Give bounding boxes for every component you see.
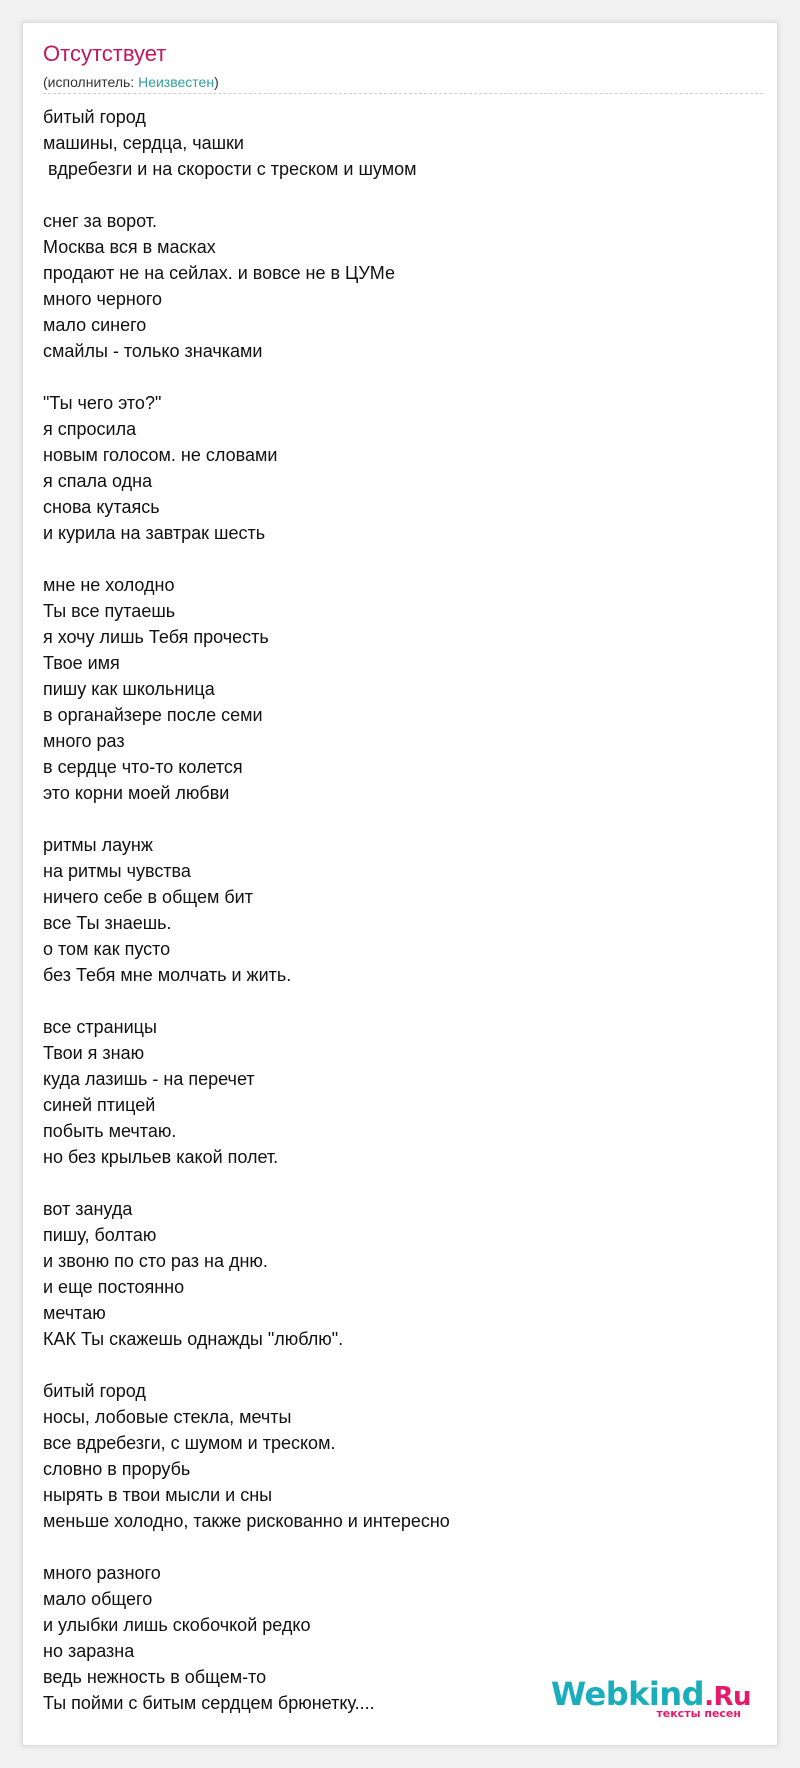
lyric-line: "Ты чего это?" <box>43 393 162 413</box>
lyric-line: машины, сердца, чашки <box>43 133 244 153</box>
stanza-gap <box>43 988 759 1014</box>
lyric-line: битый город <box>43 1381 146 1401</box>
stanza-gap <box>43 1352 759 1378</box>
lyric-line: Твое имя <box>43 653 120 673</box>
lyric-line: и еще постоянно <box>43 1277 185 1297</box>
lyrics-text <box>43 104 759 1716</box>
lyric-line: но без крыльев какой полет. <box>43 1147 279 1167</box>
artist-suffix: ) <box>214 74 219 90</box>
stanza-gap <box>43 1170 759 1196</box>
lyric-line: вот зануда <box>43 1199 133 1219</box>
lyric-line: снова кутаясь <box>43 497 160 517</box>
lyric-line: на ритмы чувства <box>43 861 191 881</box>
lyric-line: пишу как школьница <box>43 679 215 699</box>
lyric-line: вдребезги и на скорости с треском и шумом <box>43 159 417 179</box>
lyric-line: ведь нежность в общем-то <box>43 1667 267 1687</box>
lyric-line: в органайзере после семи <box>43 705 263 725</box>
lyric-line: мало синего <box>43 315 147 335</box>
lyric-line: Ты пойми с битым сердцем брюнетку.... <box>43 1693 375 1713</box>
lyric-line: словно в прорубь <box>43 1459 191 1479</box>
lyric-line: меньше холодно, также рискованно и интересно <box>43 1511 450 1531</box>
lyric-line: это корни моей любви <box>43 783 230 803</box>
lyric-line: мечтаю <box>43 1303 106 1323</box>
watermark-brand: Webkind <box>550 1675 705 1713</box>
lyric-line: синей птицей <box>43 1095 156 1115</box>
lyric-line: и улыбки лишь скобочкой редко <box>43 1615 311 1635</box>
lyric-line: все Ты знаешь. <box>43 913 172 933</box>
watermark-tld: .Ru <box>704 1682 751 1712</box>
stanza-gap <box>43 182 759 208</box>
lyric-line: снег за ворот. <box>43 211 158 231</box>
lyric-line: носы, лобовые стекла, мечты <box>43 1407 292 1427</box>
lyric-line: новым голосом. не словами <box>43 445 278 465</box>
lyric-line: но заразна <box>43 1641 135 1661</box>
lyric-line: нырять в твои мысли и сны <box>43 1485 273 1505</box>
lyric-line: я спала одна <box>43 471 153 491</box>
lyric-line: Москва вся в масках <box>43 237 216 257</box>
lyric-line: Твои я знаю <box>43 1043 145 1063</box>
lyric-line: пишу, болтаю <box>43 1225 157 1245</box>
lyric-line: побыть мечтаю. <box>43 1121 177 1141</box>
lyric-line: я спросила <box>43 419 137 439</box>
lyric-line: все вдребезги, с шумом и треском. <box>43 1433 336 1453</box>
lyric-line: ритмы лаунж <box>43 835 153 855</box>
lyric-line: мне не холодно <box>43 575 175 595</box>
site-watermark <box>550 1675 751 1720</box>
stanza-gap <box>43 546 759 572</box>
lyric-line: все страницы <box>43 1017 157 1037</box>
lyric-line: и курила на завтрак шесть <box>43 523 266 543</box>
lyric-line: много разного <box>43 1563 161 1583</box>
header-divider <box>43 93 763 94</box>
artist-line <box>43 74 219 90</box>
lyric-line: мало общего <box>43 1589 153 1609</box>
lyric-line: Ты все путаешь <box>43 601 176 621</box>
song-title: Отсутствует <box>43 41 167 66</box>
artist-prefix: (исполнитель: <box>43 74 139 90</box>
lyric-line: я хочу лишь Тебя прочесть <box>43 627 269 647</box>
lyric-line: и звоню по сто раз на дню. <box>43 1251 268 1271</box>
watermark-tagline: тексты песен <box>656 1707 741 1720</box>
stanza-gap <box>43 1534 759 1560</box>
lyric-line: в сердце что-то колется <box>43 757 243 777</box>
lyric-line: ничего себе в общем бит <box>43 887 253 907</box>
lyric-line: много черного <box>43 289 163 309</box>
artist-link[interactable]: Неизвестен <box>138 74 215 90</box>
lyric-line: КАК Ты скажешь однажды "люблю". <box>43 1329 344 1349</box>
lyric-line: продают не на сейлах. и вовсе не в ЦУМе <box>43 263 395 283</box>
lyric-line: о том как пусто <box>43 939 171 959</box>
stanza-gap <box>43 364 759 390</box>
lyric-line: битый город <box>43 107 146 127</box>
lyric-line: без Тебя мне молчать и жить. <box>43 965 292 985</box>
lyric-line: много раз <box>43 731 125 751</box>
lyrics-card <box>22 22 778 1746</box>
lyric-line: смайлы - только значками <box>43 341 263 361</box>
stanza-gap <box>43 806 759 832</box>
lyric-line: куда лазишь - на перечет <box>43 1069 255 1089</box>
